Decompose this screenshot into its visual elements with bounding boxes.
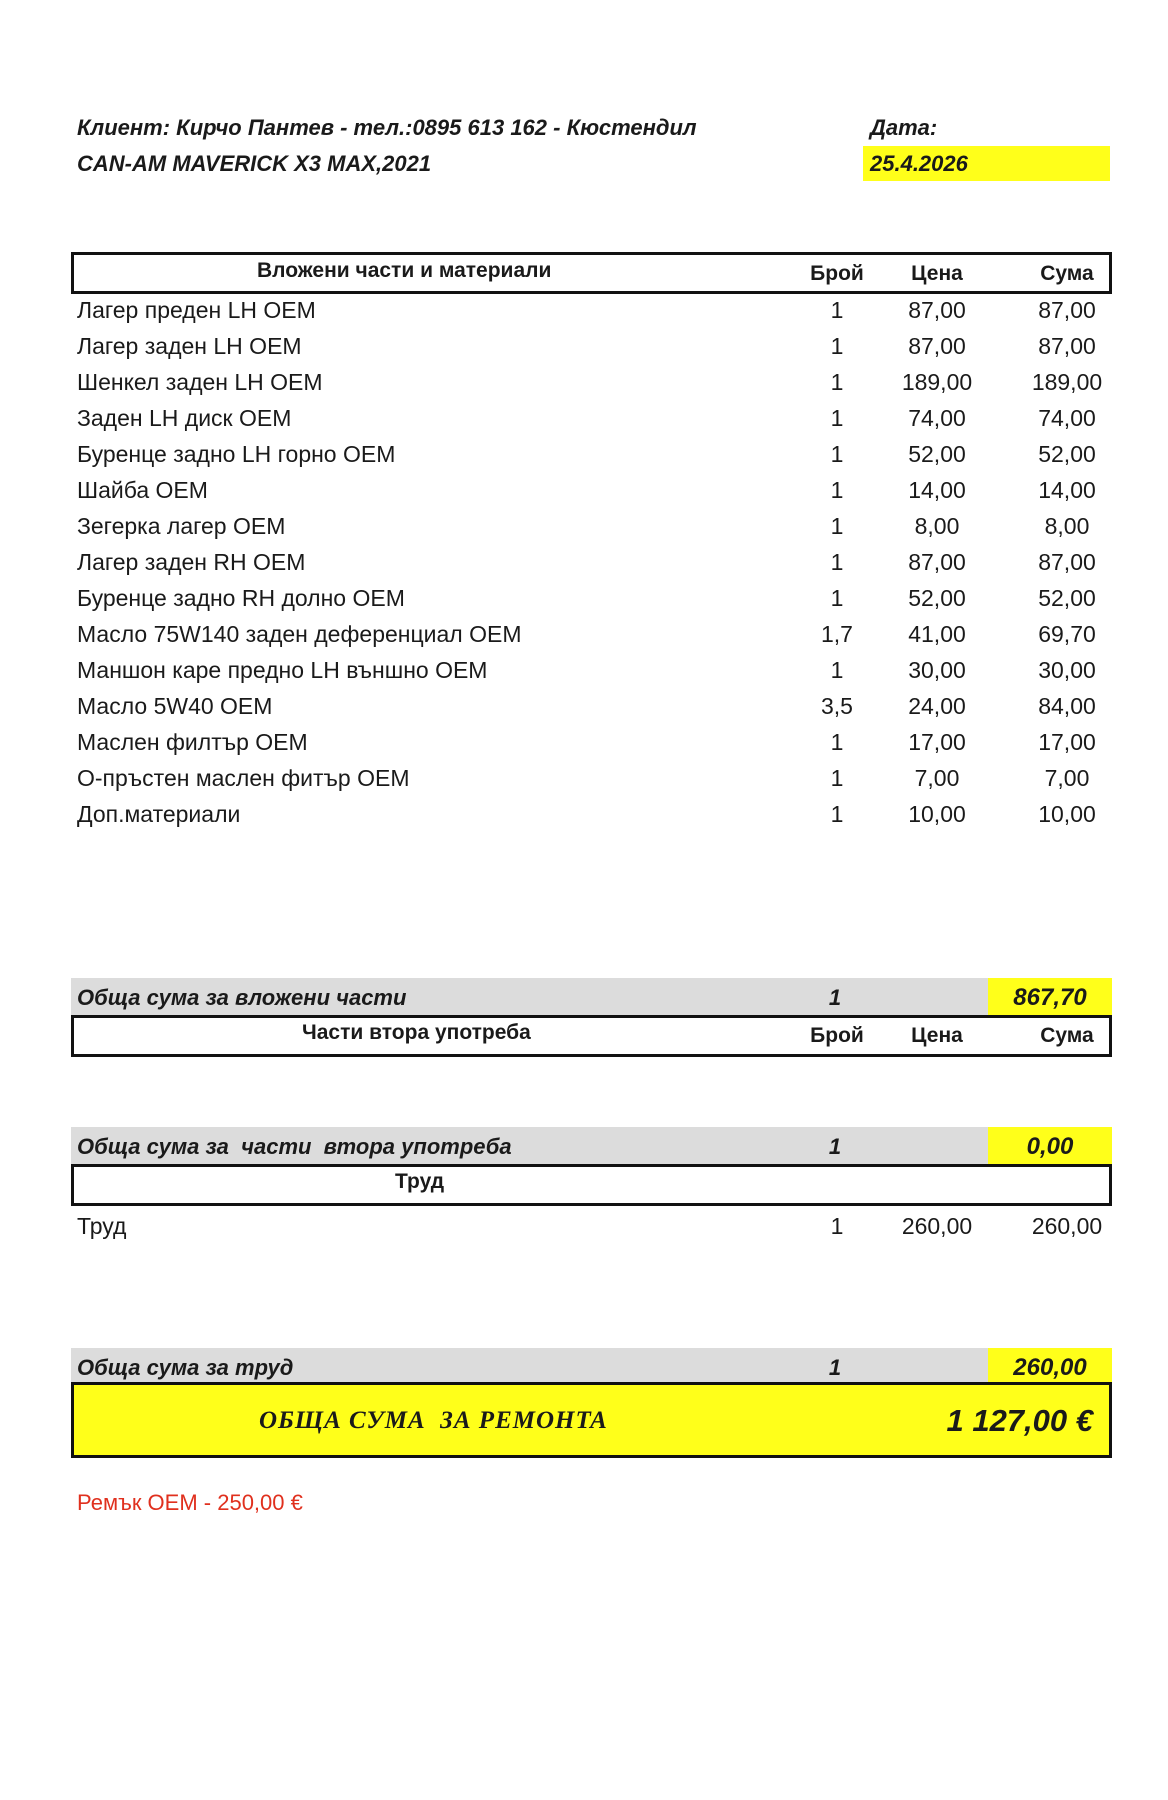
item-qty: 1 xyxy=(830,585,844,611)
labor-subtotal-value: 260,00 xyxy=(988,1348,1112,1386)
table-row xyxy=(77,616,1110,652)
item-qty: 1 xyxy=(830,729,844,755)
item-sum: 87,00 xyxy=(1038,297,1096,323)
item-price: 8,00 xyxy=(914,513,960,539)
item-sum: 87,00 xyxy=(1038,549,1096,575)
table-row xyxy=(77,364,1110,400)
item-price: 260,00 xyxy=(901,1213,973,1239)
item-price: 87,00 xyxy=(908,297,966,323)
table-row xyxy=(77,760,1110,796)
item-qty: 1 xyxy=(830,405,844,431)
item-name: Масло 75W140 заден деференциал OEM xyxy=(77,621,522,647)
labor-header xyxy=(71,1164,1112,1206)
item-name: О-пръстен маслен фитър OEM xyxy=(77,765,410,791)
labor-subtotal xyxy=(71,1348,1112,1386)
used-parts-col-price: Цена xyxy=(911,1024,963,1047)
parts-subtotal-qty: 1 xyxy=(828,985,842,1010)
item-qty: 1,7 xyxy=(821,621,853,647)
parts-header-row xyxy=(77,256,1110,292)
labor-subtotal-qty: 1 xyxy=(828,1355,842,1380)
item-price: 7,00 xyxy=(914,765,960,791)
item-sum: 52,00 xyxy=(1038,585,1096,611)
item-name: Лагер заден RH OEM xyxy=(77,549,306,575)
item-name: Маншон каре предно LH външно OEM xyxy=(77,657,488,683)
table-row xyxy=(77,688,1110,724)
item-price: 17,00 xyxy=(908,729,966,755)
item-price: 87,00 xyxy=(908,333,966,359)
belt-note: Ремък OEM - 250,00 € xyxy=(77,1490,303,1515)
table-row xyxy=(77,508,1110,544)
table-row xyxy=(77,1208,1110,1244)
item-qty: 1 xyxy=(830,441,844,467)
item-name: Доп.материали xyxy=(77,801,241,827)
item-sum: 74,00 xyxy=(1038,405,1096,431)
item-sum: 7,00 xyxy=(1044,765,1090,791)
parts-subtotal xyxy=(71,978,1112,1016)
item-qty: 1 xyxy=(830,333,844,359)
item-qty: 1 xyxy=(830,801,844,827)
date-label: Дата: xyxy=(870,115,938,140)
used-parts-subtotal-qty: 1 xyxy=(828,1134,842,1159)
parts-col-sum: Сума xyxy=(1040,262,1094,285)
item-price: 52,00 xyxy=(908,585,966,611)
item-sum: 84,00 xyxy=(1038,693,1096,719)
table-row xyxy=(77,580,1110,616)
item-sum: 52,00 xyxy=(1038,441,1096,467)
item-price: 24,00 xyxy=(908,693,966,719)
item-sum: 17,00 xyxy=(1038,729,1096,755)
item-price: 74,00 xyxy=(908,405,966,431)
table-row xyxy=(77,472,1110,508)
table-row xyxy=(77,796,1110,832)
labor-title: Труд xyxy=(395,1170,445,1193)
used-parts-subtotal-value: 0,00 xyxy=(988,1127,1112,1165)
labor-subtotal-label: Обща сума за труд xyxy=(77,1355,294,1380)
item-sum: 69,70 xyxy=(1038,621,1096,647)
item-qty: 1 xyxy=(830,765,844,791)
parts-col-price: Цена xyxy=(911,262,963,285)
item-qty: 1 xyxy=(830,297,844,323)
item-name: Шенкел заден LH OEM xyxy=(77,369,323,395)
item-name: Маслен филтър OEM xyxy=(77,729,308,755)
item-name: Шайба OEM xyxy=(77,477,208,503)
table-row xyxy=(77,652,1110,688)
item-name: Труд xyxy=(77,1213,127,1239)
item-name: Буренце задно LH горно OEM xyxy=(77,441,396,467)
grand-total-label: ОБЩА СУМА ЗА РЕМОНТА xyxy=(259,1407,608,1434)
item-qty: 1 xyxy=(830,657,844,683)
used-parts-col-sum: Сума xyxy=(1040,1024,1094,1047)
parts-subtotal-value: 867,70 xyxy=(988,978,1112,1016)
table-row xyxy=(77,292,1110,328)
item-price: 52,00 xyxy=(908,441,966,467)
item-sum: 30,00 xyxy=(1038,657,1096,683)
item-qty: 1 xyxy=(830,477,844,503)
item-sum: 260,00 xyxy=(1031,1213,1103,1239)
parts-col-qty: Брой xyxy=(810,262,864,285)
used-parts-title: Части втора употреба xyxy=(302,1021,531,1044)
item-name: Лагер заден LH OEM xyxy=(77,333,302,359)
item-qty: 1 xyxy=(830,369,844,395)
grand-total-value: 1 127,00 € xyxy=(946,1403,1093,1438)
item-name: Заден LH диск OEM xyxy=(77,405,292,431)
item-price: 14,00 xyxy=(908,477,966,503)
parts-subtotal-label: Обща сума за вложени части xyxy=(77,985,407,1010)
vehicle-line: CAN-AM MAVERICK X3 MAX,2021 xyxy=(77,151,432,176)
client-line: Клиент: Кирчо Пантев - тел.:0895 613 162 - Кюстендил xyxy=(77,115,697,140)
item-qty: 1 xyxy=(830,1213,844,1239)
date-value: 25.4.2026 xyxy=(870,151,968,176)
item-price: 30,00 xyxy=(908,657,966,683)
table-row xyxy=(77,328,1110,364)
item-price: 87,00 xyxy=(908,549,966,575)
item-qty: 1 xyxy=(830,549,844,575)
item-sum: 189,00 xyxy=(1031,369,1103,395)
item-name: Масло 5W40 OEM xyxy=(77,693,273,719)
table-row xyxy=(77,544,1110,580)
item-name: Буренце задно RH долно OEM xyxy=(77,585,405,611)
table-row xyxy=(77,400,1110,436)
item-name: Лагер преден LH OEM xyxy=(77,297,316,323)
parts-title: Вложени части и материали xyxy=(257,259,552,282)
used-parts-col-qty: Брой xyxy=(810,1024,864,1047)
used-parts-subtotal-label: Обща сума за части втора употреба xyxy=(77,1134,512,1159)
item-sum: 87,00 xyxy=(1038,333,1096,359)
item-price: 10,00 xyxy=(908,801,966,827)
table-row xyxy=(77,436,1110,472)
item-sum: 10,00 xyxy=(1038,801,1096,827)
used-parts-subtotal xyxy=(71,1127,1112,1165)
item-qty: 3,5 xyxy=(821,693,853,719)
table-row xyxy=(77,724,1110,760)
item-sum: 14,00 xyxy=(1038,477,1096,503)
item-name: Зегерка лагер OEM xyxy=(77,513,286,539)
item-price: 41,00 xyxy=(908,621,966,647)
used-parts-header-row xyxy=(77,1018,1110,1054)
item-price: 189,00 xyxy=(901,369,973,395)
item-qty: 1 xyxy=(830,513,844,539)
item-sum: 8,00 xyxy=(1044,513,1090,539)
grand-total xyxy=(71,1382,1112,1458)
